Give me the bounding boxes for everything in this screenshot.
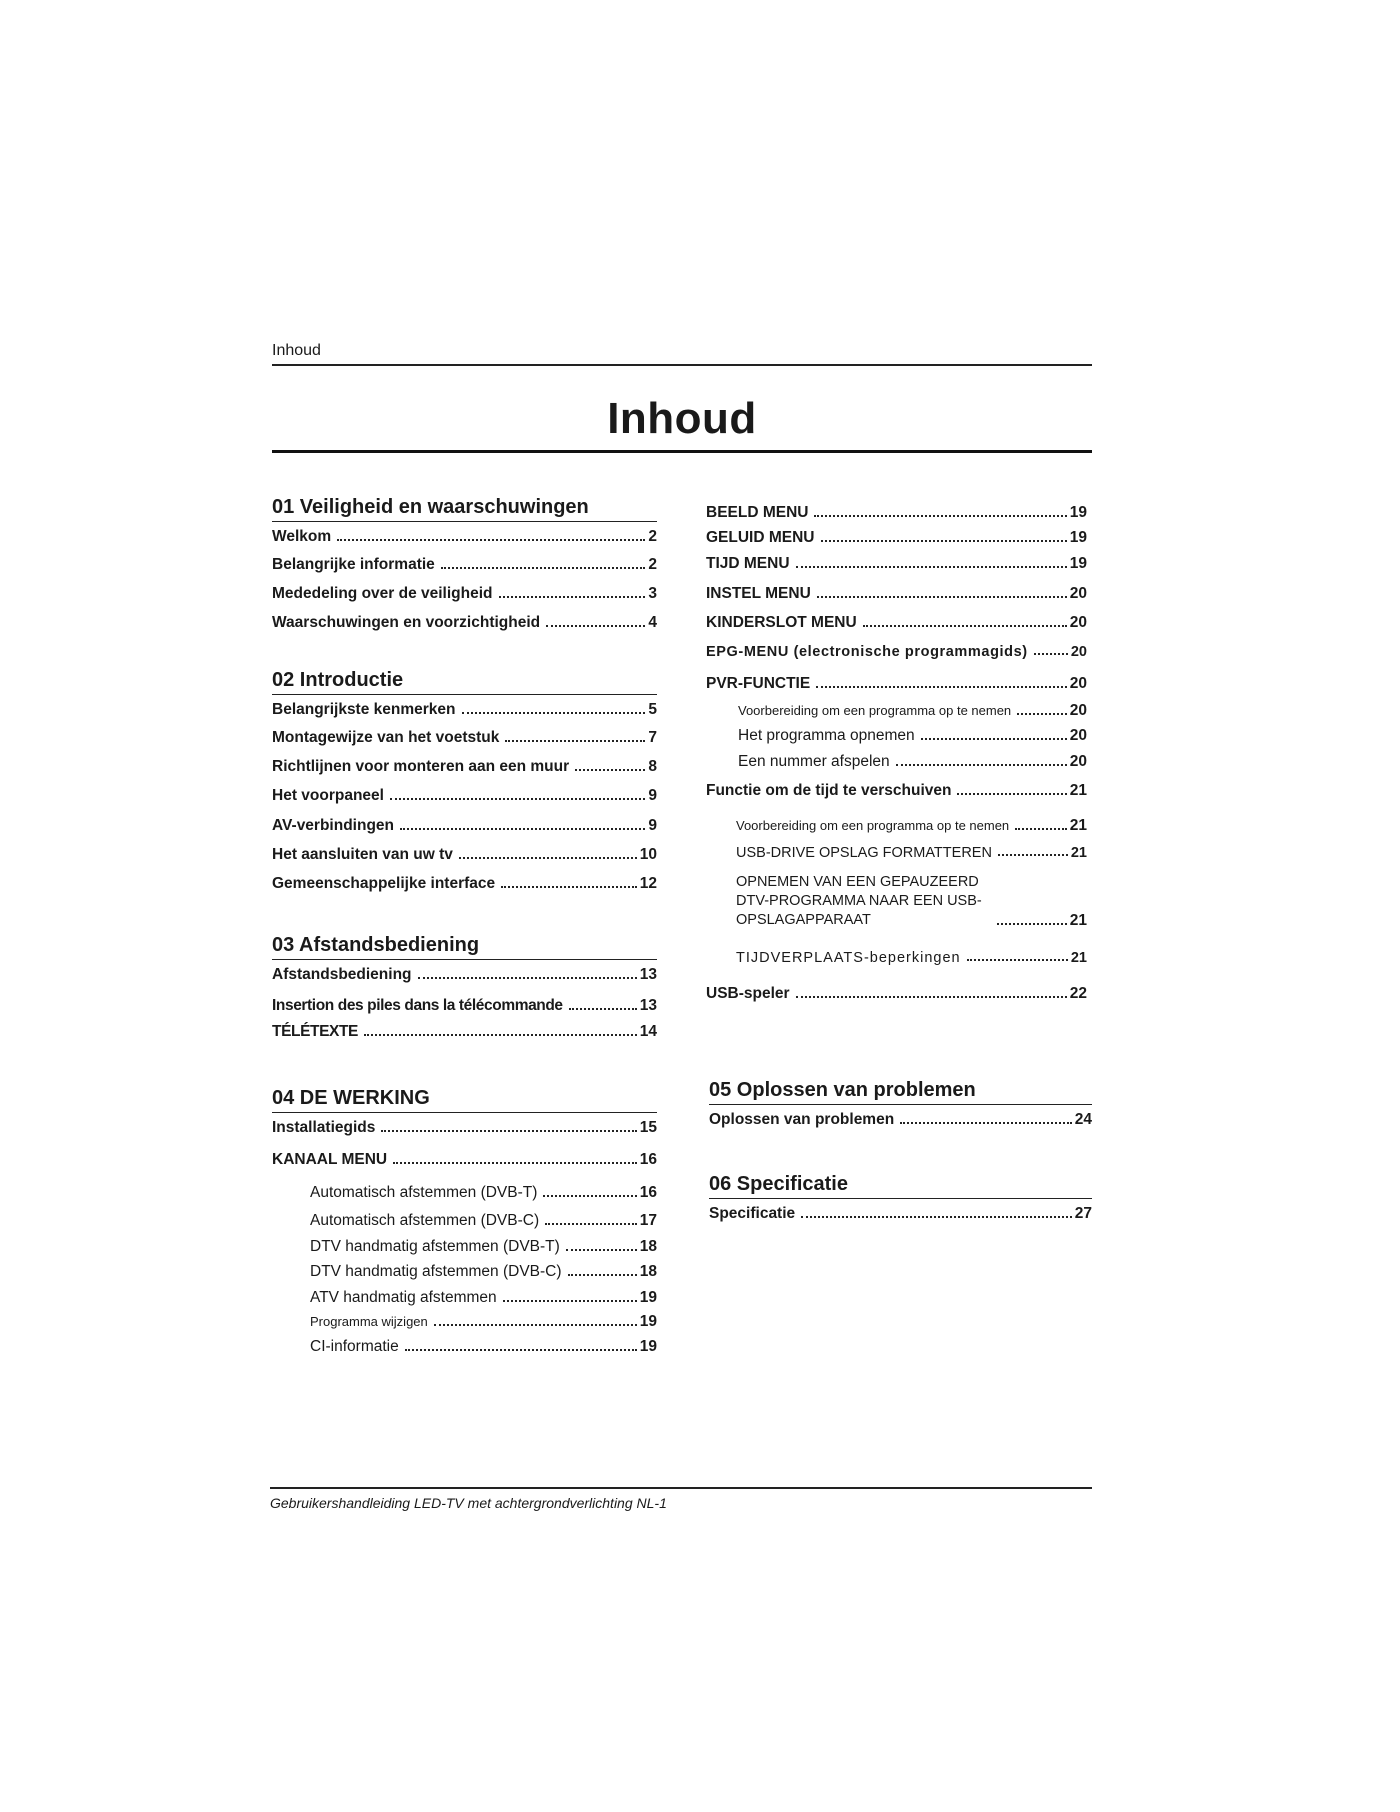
toc-page: 5 (648, 701, 657, 718)
toc-label: Belangrijke informatie (272, 556, 435, 573)
toc-leader (545, 1222, 637, 1225)
toc-label: BEELD MENU (706, 504, 809, 521)
toc-leader (900, 1121, 1072, 1124)
toc-leader (896, 763, 1067, 766)
toc-page: 3 (648, 585, 657, 602)
toc-page: 20 (1069, 702, 1087, 719)
toc-label: Mededeling over de veiligheid (272, 585, 493, 602)
toc-page: 20 (1069, 753, 1087, 770)
toc-leader (801, 1215, 1072, 1218)
toc-page: 20 (1069, 614, 1087, 631)
toc-leader (337, 538, 645, 541)
section-02 (272, 669, 657, 892)
toc-page: 21 (1069, 912, 1087, 929)
toc-label: OPNEMEN VAN EEN GEPAUZEERD DTV-PROGRAMMA NAAR EEN USB-OPSLAGAPPARAAT (736, 874, 982, 928)
section-05 (709, 1079, 1092, 1128)
toc-leader (364, 1033, 637, 1036)
toc-label: TIJD MENU (706, 555, 790, 572)
toc-page: 16 (639, 1151, 657, 1168)
toc-subentry[interactable] (738, 727, 1087, 745)
toc-page: 17 (639, 1212, 657, 1229)
toc-label: KANAAL MENU (272, 1151, 388, 1168)
toc-entry[interactable] (706, 504, 1087, 522)
toc-page: 2 (648, 556, 657, 573)
toc-entry[interactable] (272, 1119, 657, 1137)
toc-entry[interactable] (272, 817, 657, 835)
toc-leader (997, 922, 1067, 925)
toc-leader (381, 1129, 636, 1132)
toc-label: EPG-MENU (electronische programmagids) (706, 644, 1028, 660)
toc-leader (1015, 827, 1067, 830)
toc-subentry[interactable] (310, 1289, 657, 1307)
toc-label: Specificatie (709, 1205, 796, 1222)
toc-leader (505, 739, 645, 742)
toc-leader (462, 711, 646, 714)
toc-label: Richtlijnen voor monteren aan een muur (272, 758, 570, 775)
toc-leader (393, 1161, 637, 1164)
toc-entry[interactable] (709, 1205, 1092, 1223)
title-rule (272, 450, 1092, 453)
toc-label: CI-informatie (310, 1338, 399, 1355)
toc-page: 4 (648, 614, 657, 631)
toc-entry[interactable] (272, 614, 657, 632)
toc-leader (967, 958, 1068, 961)
toc-subentry[interactable] (310, 1238, 657, 1256)
toc-label: Waarschuwingen en voorzichtigheid (272, 614, 541, 631)
section-heading: 01 Veiligheid en waarschuwingen (272, 496, 657, 522)
toc-leader (499, 595, 646, 598)
toc-leader (816, 685, 1067, 688)
toc-entry[interactable] (272, 875, 657, 893)
toc-label: PVR-FUNCTIE (706, 675, 811, 692)
toc-page: 19 (1069, 529, 1087, 546)
toc-label: Automatisch afstemmen (DVB-T) (310, 1184, 538, 1201)
toc-label: Het aansluiten van uw tv (272, 846, 453, 863)
toc-subentry[interactable] (738, 753, 1087, 771)
footer-rule (270, 1487, 1092, 1489)
toc-label: AV-verbindingen (272, 817, 395, 834)
toc-page: 21 (1070, 950, 1087, 966)
toc-entry[interactable] (272, 787, 657, 805)
toc-label: Oplossen van problemen (709, 1111, 895, 1128)
toc-page: 22 (1069, 985, 1087, 1002)
toc-label: Belangrijkste kenmerken (272, 701, 456, 718)
page-title: Inhoud (607, 394, 757, 443)
toc-label: Montagewijze van het voetstuk (272, 729, 500, 746)
toc-leader (400, 827, 645, 830)
toc-entry[interactable] (706, 555, 1087, 573)
toc-label: Installatiegids (272, 1119, 376, 1136)
toc-leader (1034, 652, 1068, 655)
toc-label: USB-speler (706, 985, 790, 1002)
toc-page: 2 (648, 528, 657, 545)
toc-page: 20 (1069, 585, 1087, 602)
toc-leader (546, 624, 645, 627)
toc-leader (566, 1248, 637, 1251)
toc-entry[interactable] (706, 614, 1087, 632)
section-06 (709, 1173, 1092, 1222)
toc-leader (817, 595, 1067, 598)
toc-label: USB-DRIVE OPSLAG FORMATTEREN (736, 845, 992, 861)
toc-leader (796, 565, 1067, 568)
toc-leader (569, 1007, 637, 1010)
toc-label: INSTEL MENU (706, 585, 811, 602)
toc-label: DTV handmatig afstemmen (DVB-C) (310, 1263, 562, 1280)
section-03 (272, 934, 657, 1040)
toc-leader (434, 1323, 637, 1326)
toc-leader (821, 539, 1067, 542)
toc-subentry[interactable] (310, 1313, 657, 1331)
toc-leader (921, 737, 1067, 740)
section-01 (272, 496, 657, 631)
section-04 (272, 1087, 657, 1355)
toc-label: Programma wijzigen (310, 1314, 428, 1329)
toc-subentry[interactable] (736, 845, 1087, 861)
toc-leader (390, 797, 645, 800)
toc-page: 13 (639, 966, 657, 983)
toc-leader (501, 885, 637, 888)
toc-entry[interactable] (272, 966, 657, 984)
toc-entry[interactable] (706, 644, 1087, 660)
toc-page: 16 (639, 1184, 657, 1201)
toc-leader (568, 1273, 637, 1276)
toc-page: 20 (1069, 727, 1087, 744)
toc-leader (1017, 712, 1067, 715)
toc-page: 19 (639, 1313, 657, 1330)
toc-subentry[interactable] (736, 817, 1087, 835)
toc-page: 15 (639, 1119, 657, 1136)
toc-page: 10 (639, 846, 657, 863)
toc-label: Het voorpaneel (272, 787, 384, 804)
toc-leader (575, 768, 645, 771)
toc-label: GELUID MENU (706, 529, 815, 546)
section-heading: 03 Afstandsbediening (272, 934, 657, 960)
toc-entry[interactable] (272, 585, 657, 603)
toc-subentry[interactable] (310, 1212, 657, 1230)
toc-leader (998, 853, 1068, 856)
toc-leader (543, 1194, 636, 1197)
toc-leader (957, 792, 1066, 795)
toc-label: Voorbereiding om een programma op te nemen (736, 818, 1010, 833)
toc-entry[interactable] (272, 846, 657, 864)
toc-label: KINDERSLOT MENU (706, 614, 857, 631)
toc-label: ATV handmatig afstemmen (310, 1289, 497, 1306)
toc-page: 14 (639, 1023, 657, 1040)
toc-leader (503, 1299, 637, 1302)
toc-label: Een nummer afspelen (738, 753, 890, 770)
toc-entry[interactable] (272, 758, 657, 776)
toc-subentry[interactable] (310, 1184, 657, 1202)
toc-label: Gemeenschappelijke interface (272, 875, 496, 892)
toc-entry[interactable] (709, 1111, 1092, 1129)
toc-leader (418, 976, 637, 979)
toc-entry[interactable] (272, 556, 657, 574)
toc-page: 21 (1069, 817, 1087, 834)
page-footer: Gebruikershandleiding LED-TV met achtergrondverlichting NL-1 (270, 1495, 667, 1511)
toc-leader (459, 856, 637, 859)
toc-entry[interactable] (706, 529, 1087, 547)
toc-page: 27 (1074, 1205, 1092, 1222)
toc-entry[interactable] (272, 528, 657, 546)
toc-page: 9 (648, 817, 657, 834)
toc-label: Functie om de tijd te verschuiven (706, 782, 952, 799)
toc-subentry[interactable] (310, 1338, 657, 1356)
section-heading: 02 Introductie (272, 669, 657, 695)
toc-page: 21 (1070, 845, 1087, 861)
toc-page: 18 (639, 1238, 657, 1255)
toc-subentry[interactable] (736, 873, 1087, 930)
toc-entry[interactable] (706, 675, 1087, 693)
toc-leader (405, 1348, 637, 1351)
toc-page: 12 (639, 875, 657, 892)
toc-label: Welkom (272, 528, 332, 545)
toc-label: TIJDVERPLAATS-beperkingen (736, 950, 961, 966)
toc-subentry[interactable] (736, 950, 1087, 966)
toc-entry[interactable] (272, 701, 657, 719)
toc-entry[interactable] (706, 782, 1087, 800)
toc-label: Automatisch afstemmen (DVB-C) (310, 1212, 540, 1229)
toc-subentry[interactable] (310, 1263, 657, 1281)
toc-entry[interactable] (272, 1023, 657, 1041)
toc-page: 13 (639, 997, 657, 1014)
toc-leader (863, 624, 1067, 627)
toc-page: 20 (1069, 675, 1087, 692)
toc-subentry[interactable] (738, 702, 1087, 720)
toc-leader (441, 566, 646, 569)
toc-page: 19 (1069, 555, 1087, 572)
toc-page: 19 (1069, 504, 1087, 521)
toc-label: Insertion des piles dans la télécommande (272, 997, 563, 1014)
toc-page: 19 (639, 1289, 657, 1306)
toc-entry[interactable] (272, 729, 657, 747)
header-rule (272, 364, 1092, 366)
toc-label: Afstandsbediening (272, 966, 412, 983)
toc-leader (796, 995, 1067, 998)
toc-entry[interactable] (706, 585, 1087, 603)
toc-page: 18 (639, 1263, 657, 1280)
toc-leader (814, 514, 1066, 517)
toc-label: Het programma opnemen (738, 727, 915, 744)
running-head: Inhoud (272, 342, 321, 359)
toc-page: 21 (1069, 782, 1087, 799)
section-heading: 05 Oplossen van problemen (709, 1079, 1092, 1105)
section-heading: 04 DE WERKING (272, 1087, 657, 1113)
toc-page: 19 (639, 1338, 657, 1355)
toc-page: 8 (648, 758, 657, 775)
toc-label: Voorbereiding om een programma op te nemen (738, 703, 1012, 718)
toc-page: 7 (648, 729, 657, 746)
toc-entry[interactable] (706, 985, 1087, 1003)
toc-page: 20 (1070, 644, 1087, 660)
toc-label: DTV handmatig afstemmen (DVB-T) (310, 1238, 560, 1255)
toc-page: 9 (648, 787, 657, 804)
toc-entry[interactable] (272, 1151, 657, 1169)
toc-label: TÉLÉTEXTE (272, 1023, 358, 1040)
toc-entry[interactable] (272, 997, 657, 1015)
section-heading: 06 Specificatie (709, 1173, 1092, 1199)
toc-page: 24 (1074, 1111, 1092, 1128)
